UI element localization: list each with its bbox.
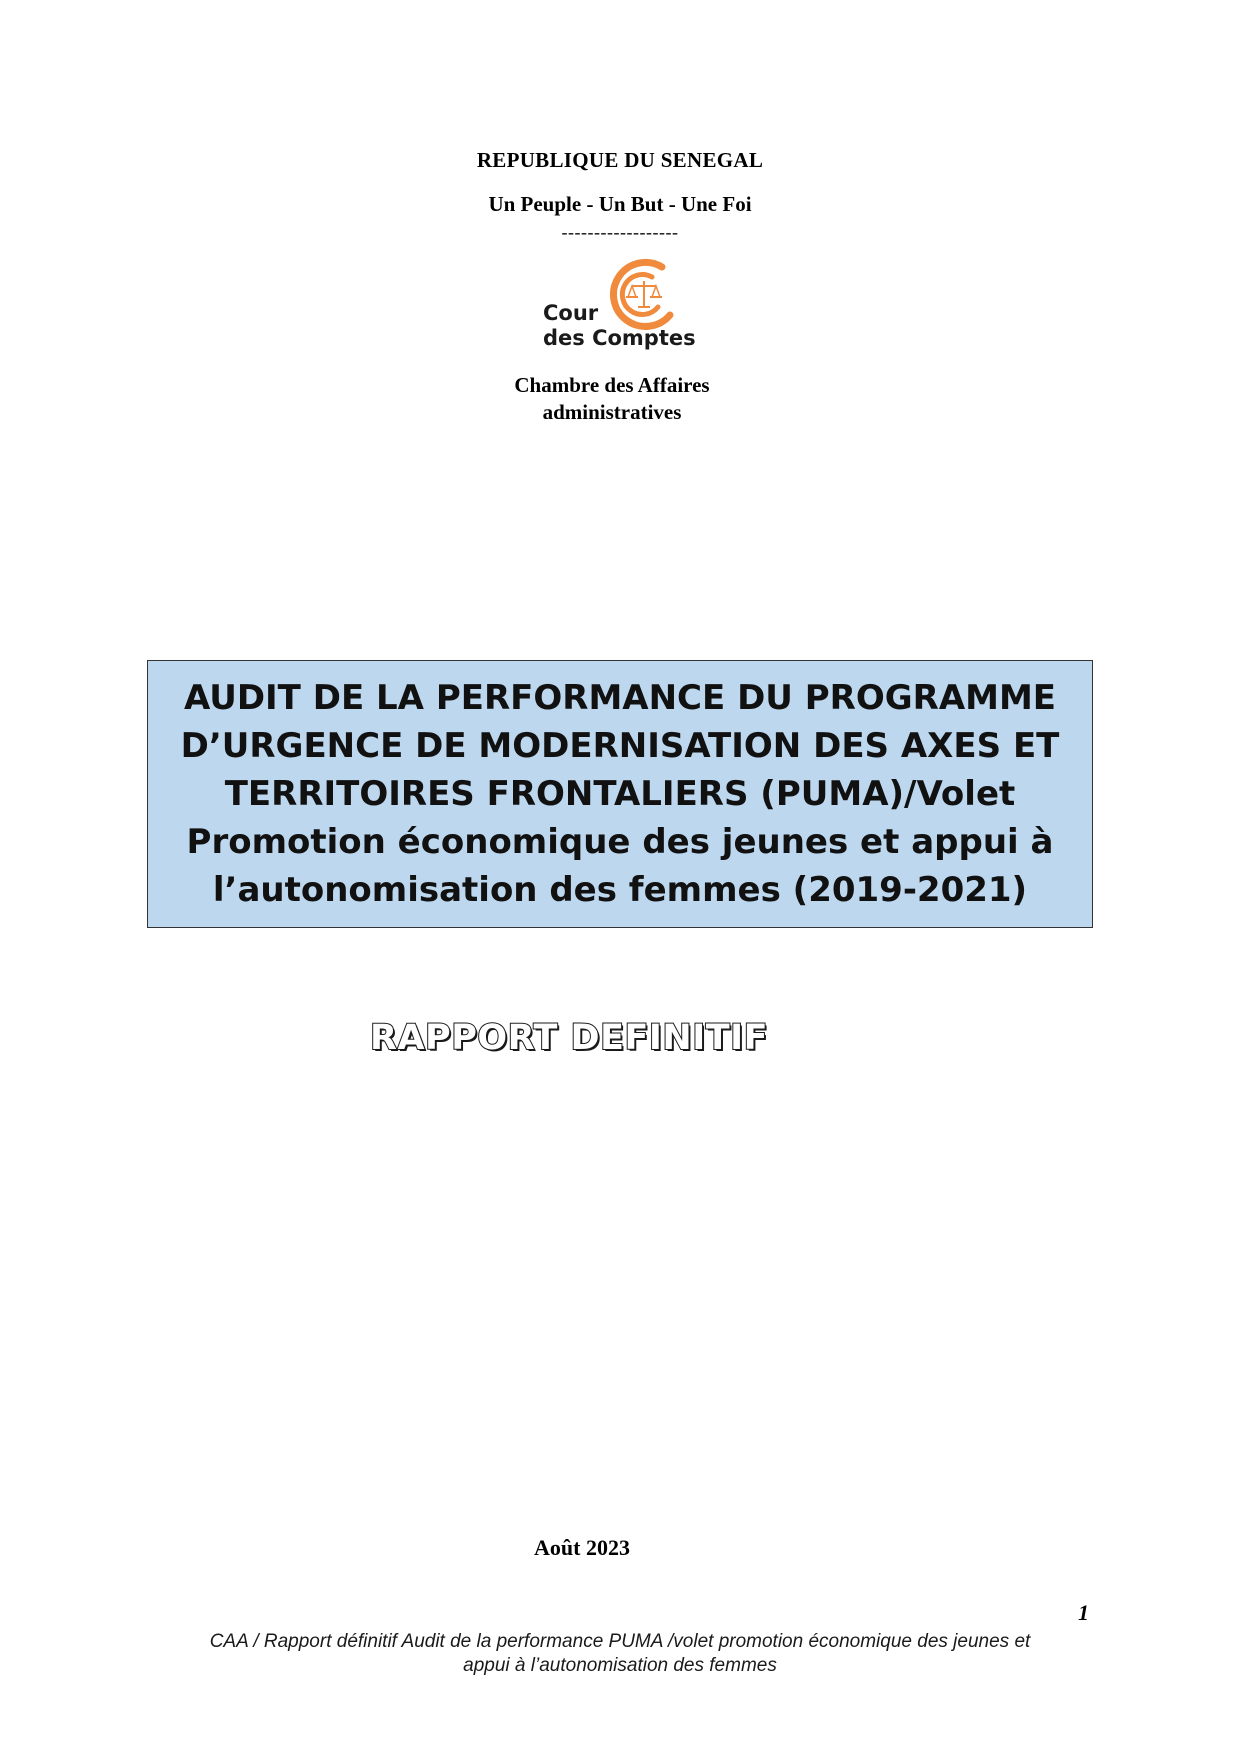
title-line-2: D’URGENCE DE MODERNISATION DES AXES ET <box>180 726 1060 766</box>
page-footer <box>130 1630 1110 1678</box>
scales-of-justice-icon <box>600 255 690 335</box>
national-motto: Un Peuple - Un But - Une Foi <box>488 192 752 216</box>
country-name: REPUBLIQUE DU SENEGAL <box>476 148 764 172</box>
report-date: Août 2023 <box>534 1535 630 1560</box>
chamber-name <box>0 372 1232 426</box>
title-line-5: l’autonomisation des femmes (2019-2021) <box>212 870 1028 910</box>
chamber-line-1: Chambre des Affaires <box>514 373 710 397</box>
logo-text-cour: Cour <box>543 301 599 325</box>
separator-line: ------------------ <box>561 222 679 242</box>
page-number: 1 <box>1078 1600 1089 1625</box>
report-title <box>160 674 1080 914</box>
footer-line-2: appui à l’autonomisation des femmes <box>463 1655 777 1676</box>
title-line-4: Promotion économique des jeunes et appui à <box>186 822 1054 862</box>
report-type-heading: RAPPORT DEFINITIF <box>370 1018 769 1058</box>
footer-line-1: CAA / Rapport définitif Audit de la performance PUMA /volet promotion économique des jeunes et <box>209 1631 1031 1652</box>
cour-des-comptes-logo <box>540 255 720 355</box>
report-title-box <box>147 660 1093 928</box>
logo-text-des-comptes: des Comptes <box>543 326 696 350</box>
chamber-line-2: administratives <box>542 400 682 424</box>
title-line-1: AUDIT DE LA PERFORMANCE DU PROGRAMME <box>183 678 1057 718</box>
title-line-3: TERRITOIRES FRONTALIERS (PUMA)/Volet <box>224 774 1016 814</box>
